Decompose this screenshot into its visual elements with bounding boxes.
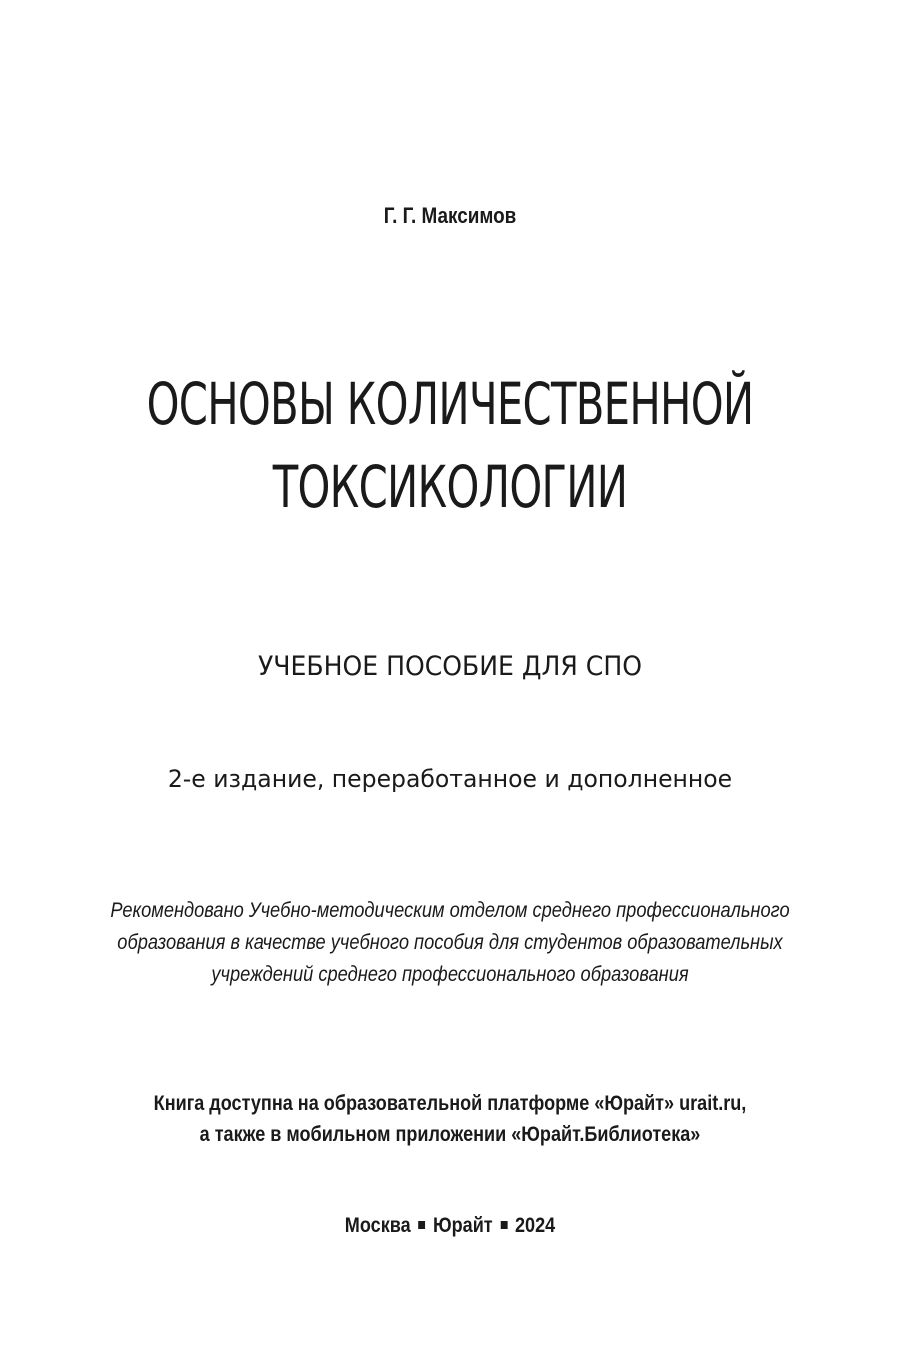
edition-note: 2-е издание, переработанное и дополненное	[167, 765, 733, 793]
book-title-line-1: ОСНОВЫ КОЛИЧЕСТВЕННОЙ	[146, 370, 754, 438]
imprint-year: 2024	[515, 1214, 556, 1237]
author-name: Г. Г. Максимов	[383, 203, 517, 228]
recommendation-line-2: образования в качестве учебного пособия для студентов образовательных	[117, 931, 783, 954]
imprint-city: Москва	[344, 1214, 411, 1237]
book-subtitle: УЧЕБНОЕ ПОСОБИЕ ДЛЯ СПО	[257, 651, 643, 682]
book-title-line-2: ТОКСИКОЛОГИИ	[272, 453, 628, 521]
recommendation-line-1: Рекомендовано Учебно-методическим отделом среднего профессионального	[110, 899, 790, 922]
availability-line-1: Книга доступна на образовательной платформе «Юрайт» urait.ru,	[153, 1092, 747, 1115]
recommendation-line-3: учреждений среднего профессионального образования	[211, 963, 689, 986]
imprint-publisher: Юрайт	[433, 1214, 493, 1237]
imprint	[63, 1214, 837, 1238]
separator-square-icon	[500, 1221, 507, 1229]
separator-square-icon	[418, 1221, 425, 1229]
availability-line-2: а также в мобильном приложении «Юрайт.Библиотека»	[199, 1123, 701, 1146]
